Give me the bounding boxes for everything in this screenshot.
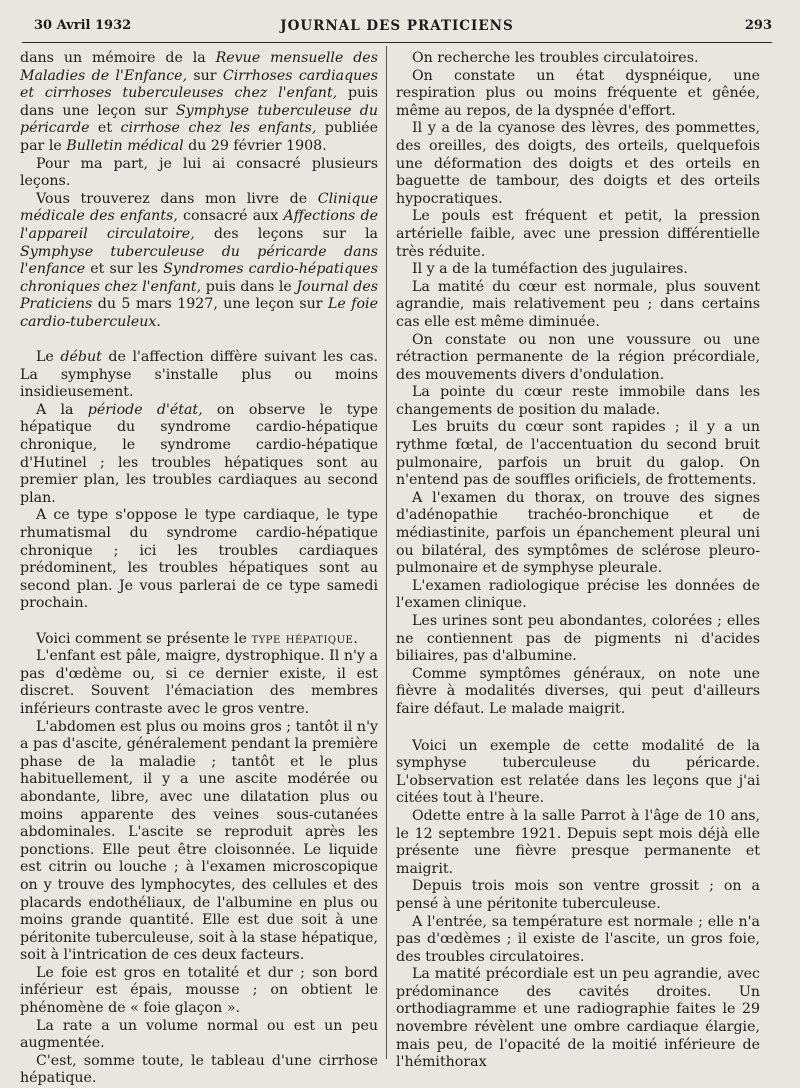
left-column: [20, 50, 378, 1088]
paragraph: La matité du cœur est normale, plus souvent agrandie, mais relativement peu ; dans certains cas elle est même diminuée.: [396, 278, 760, 330]
paragraph: Le début de l'affection diffère suivant les cas. La symphyse s'installe plus ou moins insidieusement.: [20, 349, 378, 401]
paragraph: Voici comment se présente le type hépatique.: [36, 630, 358, 647]
paragraph: Vous trouverez dans mon livre de Clinique médicale des enfants, consacré aux Affections de l'appareil circulatoire, des leçons sur la Symphyse tuberculeuse du péricarde dans l'enfance et sur les Syndromes cardio-hépatiques chroniques chez l'enfant, puis dans le Journal des Praticiens du 5 mars 1927, une leçon sur Le foie cardio-tuberculeux.: [20, 190, 378, 330]
header-journal-title: JOURNAL DES PRATICIENS: [280, 18, 514, 34]
paragraph: A l'examen du thorax, on trouve des signes d'adénopathie trachéo-bronchique et de médiastinite, parfois un épanchement pleural uni ou bilatéral, des symptômes de sclérose pleuro-pulmonaire et de symphyse pleurale.: [396, 489, 760, 577]
paragraph: A l'entrée, sa température est normale ; elle n'a pas d'œdèmes ; il existe de l'ascite, un gros foie, des troubles circulatoires.: [396, 913, 760, 965]
paragraph: C'est, somme toute, le tableau d'une cirrhose hépatique.: [20, 1052, 378, 1087]
paragraph: Les bruits du cœur sont rapides ; il y a un rythme fœtal, de l'accentuation du second bruit pulmonaire, parfois un bruit du galop. On n'entend pas de souffles orificiels, de frottements.: [396, 419, 760, 489]
paragraph: La rate a un volume normal ou est un peu augmentée.: [20, 1017, 378, 1052]
paragraph: dans un mémoire de la Revue mensuelle des Maladies de l'Enfance, sur Cirrhoses cardiaques et cirrhoses tuberculeuses chez l'enfant, puis dans une leçon sur Symphyse tuberculeuse du péricarde et cirrhose chez les enfants, publiée par le Bulletin médical du 29 février 1908.: [20, 50, 378, 154]
paragraph: Comme symptômes généraux, on note une fièvre à modalités diverses, qui peut d'ailleurs faire défaut. Le malade maigrit.: [396, 665, 760, 717]
paragraph: L'enfant est pâle, maigre, dystrophique. Il n'y a pas d'œdème ou, si ce dernier existe, il est discret. Souvent l'émaciation des membres inférieurs contraste avec le gros ventre.: [20, 648, 378, 717]
paragraph: L'examen radiologique précise les données de l'examen clinique.: [396, 577, 760, 612]
paragraph: Les urines sont peu abondantes, colorées ; elles ne contiennent pas de pigments ni d'acides biliaires, pas d'albumine.: [396, 613, 760, 665]
paragraph: On recherche les troubles circulatoires.: [412, 50, 699, 66]
paragraph: Pour ma part, je lui ai consacré plusieurs leçons.: [20, 155, 378, 190]
paragraph: Odette entre à la salle Parrot à l'âge de 10 ans, le 12 septembre 1921. Depuis sept mois déjà elle présente une fièvre presque permanente et maigrit.: [396, 807, 760, 877]
paragraph: On constate un état dyspnéique, une respiration plus ou moins fréquente et gênée, même au repos, de la dyspnée d'effort.: [396, 67, 760, 119]
column-divider: [386, 46, 387, 1059]
paragraph: Le foie est gros en totalité et dur ; son bord inférieur est épais, mousse ; on obtient le phénomène de « foie glaçon ».: [20, 964, 378, 1017]
page-number: 293: [744, 18, 772, 33]
paragraph: Voici un exemple de cette modalité de la symphyse tuberculeuse du péricarde. L'observation est relatée dans les leçons que j'ai citées tout à l'heure.: [396, 737, 760, 807]
paragraph: La pointe du cœur reste immobile dans les changements de position du malade.: [396, 384, 760, 418]
paragraph: On constate ou non une voussure ou une rétraction permanente de la région précordiale, des mouvements divers d'ondulation.: [396, 331, 760, 383]
right-column: [396, 50, 760, 1072]
paragraph: Il y a de la cyanose des lèvres, des pommettes, des oreilles, des doigts, des orteils, quelquefois une déformation des doigts et des orteils en baguette de tambour, des doigts et des orteils hypocratiques.: [396, 120, 760, 207]
paragraph: Depuis trois mois son ventre grossit ; on a pensé à une péritonite tuberculeuse.: [396, 878, 760, 912]
paragraph: Il y a de la tuméfaction des jugulaires.: [412, 261, 688, 278]
paragraph: La matité précordiale est un peu agrandie, avec prédominance des cavités droites. Un orthodiagramme et une radiographie faites le 29 novembre révèlent une ombre cardiaque élargie, mais peu, de l'opacité de la moitié inférieure de l'hémithorax: [396, 966, 760, 1071]
paragraph: A la période d'état, on observe le type hépatique du syndrome cardio-hépatique chronique, le syndrome cardio-hépatique d'Hutinel ; les troubles hépatiques sont au premier plan, les troubles cardiaques au second plan.: [20, 401, 379, 506]
paragraph: L'abdomen est plus ou moins gros ; tantôt il n'y a pas d'ascite, généralement pendant la première phase de la maladie ; tantôt et le plus habituellement, il y a une ascite modérée ou abondante, libre, avec une dilatation plus ou moins apparente des veines sous-cutanées abdominales. L'ascite se reproduit après les ponctions. Elle peut être cloisonnée. Le liquide est citrin ou louche ; à l'examen microscopique on y trouve des lymphocytes, des cellules et des placards endothéliaux, de l'albumine en plus ou moins grande quantité. Elle est due soit à une péritonite tuberculeuse, soit à la stase hépatique, soit à l'intrication de ces deux facteurs.: [20, 718, 378, 964]
paragraph: A ce type s'oppose le type cardiaque, le type rhumatismal du syndrome cardio-hépatique chronique ; ici les troubles cardiaques prédominent, les troubles hépatiques sont au second plan. Je vous parlerai de ce type samedi prochain.: [20, 507, 378, 612]
paragraph: Le pouls est fréquent et petit, la pression artérielle faible, avec une pression différentielle très réduite.: [396, 208, 760, 260]
running-header: [22, 14, 772, 43]
header-date: 30 Avril 1932: [34, 18, 132, 33]
